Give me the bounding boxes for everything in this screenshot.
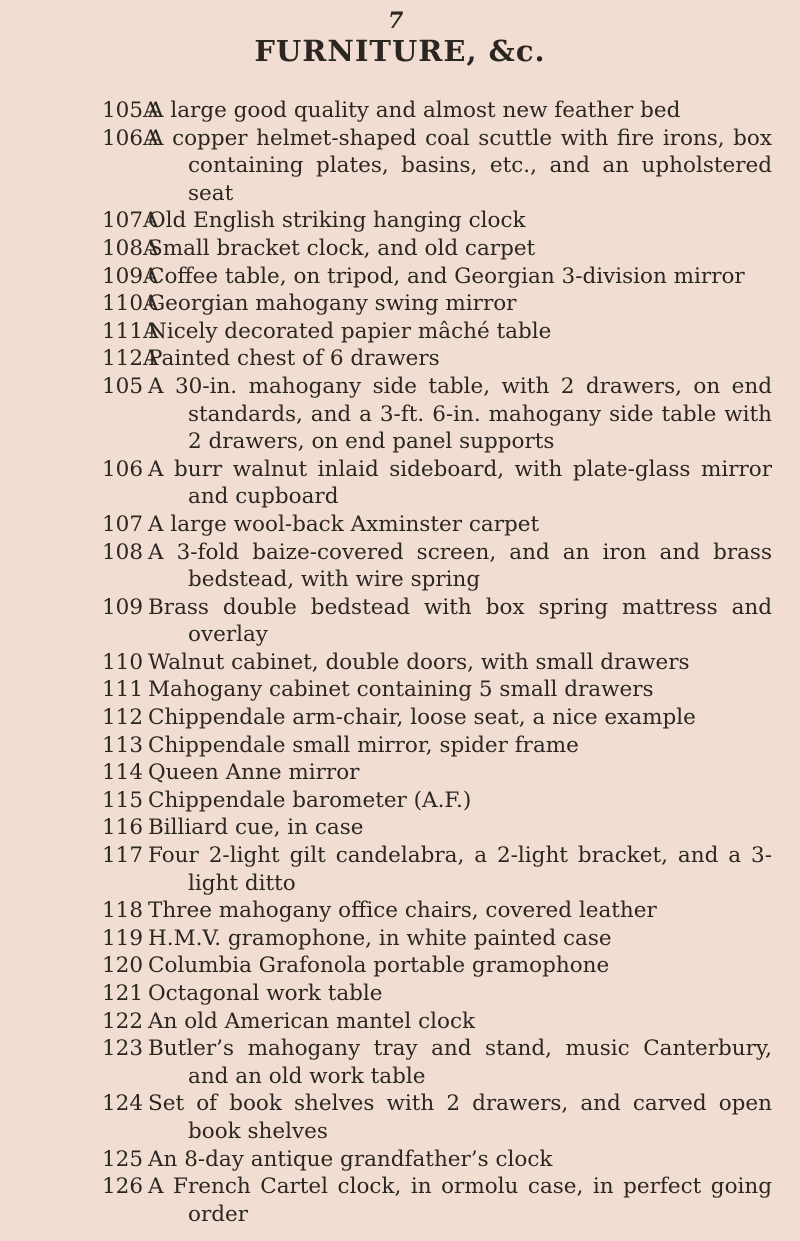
lot-number: 108A <box>102 235 159 261</box>
lot-description: Billiard cue, in case <box>148 815 364 841</box>
lot-item <box>0 290 800 318</box>
lot-description: Three mahogany office chairs, covered leather <box>148 898 657 924</box>
lot-item <box>0 1008 800 1036</box>
lot-description: Butler’s mahogany tray and stand, music Canterbury, and an old work table <box>148 1036 772 1089</box>
lot-number: 122 <box>102 1008 144 1034</box>
lot-number: 112 <box>102 705 144 731</box>
lot-item <box>0 759 800 787</box>
lot-number: 108 <box>102 539 144 565</box>
lot-number: 125 <box>102 1146 144 1172</box>
lot-item <box>0 649 800 677</box>
lot-number: 109A <box>102 263 159 289</box>
lot-description: Columbia Grafonola portable gramophone <box>148 953 610 979</box>
lot-description: Georgian mahogany swing mirror <box>148 291 517 317</box>
lot-item <box>0 1090 800 1145</box>
lot-item <box>0 594 800 649</box>
lot-description: Four 2-light gilt candelabra, a 2-light bracket, and a 3-light ditto <box>148 843 772 896</box>
lot-number: 110 <box>102 649 144 675</box>
lot-item <box>0 952 800 980</box>
lot-description: Chippendale small mirror, spider frame <box>148 732 579 758</box>
lot-item <box>0 814 800 842</box>
lot-number: 123 <box>102 1036 144 1062</box>
lot-description: A large good quality and almost new feather bed <box>148 98 681 123</box>
lot-description: A large wool-back Axminster carpet <box>148 511 540 537</box>
lot-description: A 3-fold baize-covered screen, and an iron and brass bedstead, with wire spring <box>148 539 772 593</box>
lot-number: 107 <box>102 511 144 537</box>
lot-item <box>0 676 800 704</box>
lot-description: An old American mantel clock <box>148 1008 476 1034</box>
lot-description: Set of book shelves with 2 drawers, and carved open book shelves <box>148 1091 772 1144</box>
lot-description: H.M.V. gramophone, in white painted case <box>148 925 612 951</box>
lot-list <box>0 97 800 1228</box>
lot-item <box>0 456 800 511</box>
lot-description: Queen Anne mirror <box>148 760 360 786</box>
lot-item <box>0 1173 800 1228</box>
lot-number: 116 <box>102 815 144 841</box>
lot-number: 117 <box>102 843 144 869</box>
lot-description: Chippendale arm-chair, loose seat, a nice example <box>148 705 696 731</box>
lot-item <box>0 97 800 125</box>
lot-number: 107A <box>102 208 159 234</box>
lot-number: 110A <box>102 291 159 317</box>
lot-number: 105A <box>102 98 159 123</box>
lot-number: 124 <box>102 1091 144 1117</box>
lot-item <box>0 263 800 291</box>
lot-number: 106A <box>102 125 159 151</box>
lot-number: 126 <box>102 1174 144 1200</box>
lot-item <box>0 842 800 897</box>
lot-item <box>0 980 800 1008</box>
lot-item <box>0 732 800 760</box>
lot-description: An 8-day antique grandfather’s clock <box>148 1146 553 1172</box>
lot-item <box>0 1146 800 1174</box>
lot-description: Brass double bedstead with box spring mattress and overlay <box>148 594 772 648</box>
lot-item <box>0 787 800 815</box>
lot-number: 112A <box>102 346 159 372</box>
lot-number: 113 <box>102 732 144 758</box>
lot-number: 121 <box>102 981 144 1006</box>
lot-number: 105 <box>102 373 144 399</box>
lot-item <box>0 704 800 732</box>
lot-description: Mahogany cabinet containing 5 small drawers <box>148 677 654 703</box>
lot-item <box>0 1035 800 1090</box>
lot-item <box>0 235 800 263</box>
lot-number: 106 <box>102 456 144 482</box>
lot-number: 120 <box>102 953 144 979</box>
lot-item <box>0 345 800 373</box>
lot-number: 109 <box>102 594 144 620</box>
lot-number: 114 <box>102 760 144 786</box>
lot-description: A French Cartel clock, in ormolu case, in perfect going order <box>148 1174 772 1227</box>
lot-description: Old English striking hanging clock <box>148 208 526 234</box>
page-number: 7 <box>388 8 404 34</box>
lot-description: Octagonal work table <box>148 981 383 1006</box>
lot-item <box>0 539 800 594</box>
lot-item <box>0 125 800 208</box>
lot-description: Walnut cabinet, double doors, with small drawers <box>148 649 690 675</box>
lot-number: 118 <box>102 898 144 924</box>
section-title: FURNITURE, &c. <box>254 34 546 68</box>
lot-item <box>0 373 800 456</box>
lot-number: 115 <box>102 787 144 813</box>
lot-description: A 30-in. mahogany side table, with 2 drawers, on end standards, and a 3-ft. 6-in. mahogany side table with 2 drawers, on end panel supports <box>148 373 772 455</box>
lot-description: Coffee table, on tripod, and Georgian 3-division mirror <box>148 263 745 289</box>
lot-item <box>0 925 800 953</box>
lot-item <box>0 207 800 235</box>
lot-number: 111 <box>102 677 144 703</box>
lot-description: A burr walnut inlaid sideboard, with plate-glass mirror and cupboard <box>148 456 772 510</box>
lot-item <box>0 897 800 925</box>
lot-description: Small bracket clock, and old carpet <box>148 235 536 261</box>
lot-item <box>0 511 800 539</box>
lot-description: Painted chest of 6 drawers <box>148 346 440 372</box>
lot-number: 111A <box>102 318 159 344</box>
lot-item <box>0 318 800 346</box>
lot-description: A copper helmet-shaped coal scuttle with fire irons, box containing plates, basins, etc., and an upholstered seat <box>148 125 772 206</box>
lot-description: Nicely decorated papier mâché table <box>148 318 552 344</box>
lot-number: 119 <box>102 925 144 951</box>
lot-description: Chippendale barometer (A.F.) <box>148 787 472 813</box>
